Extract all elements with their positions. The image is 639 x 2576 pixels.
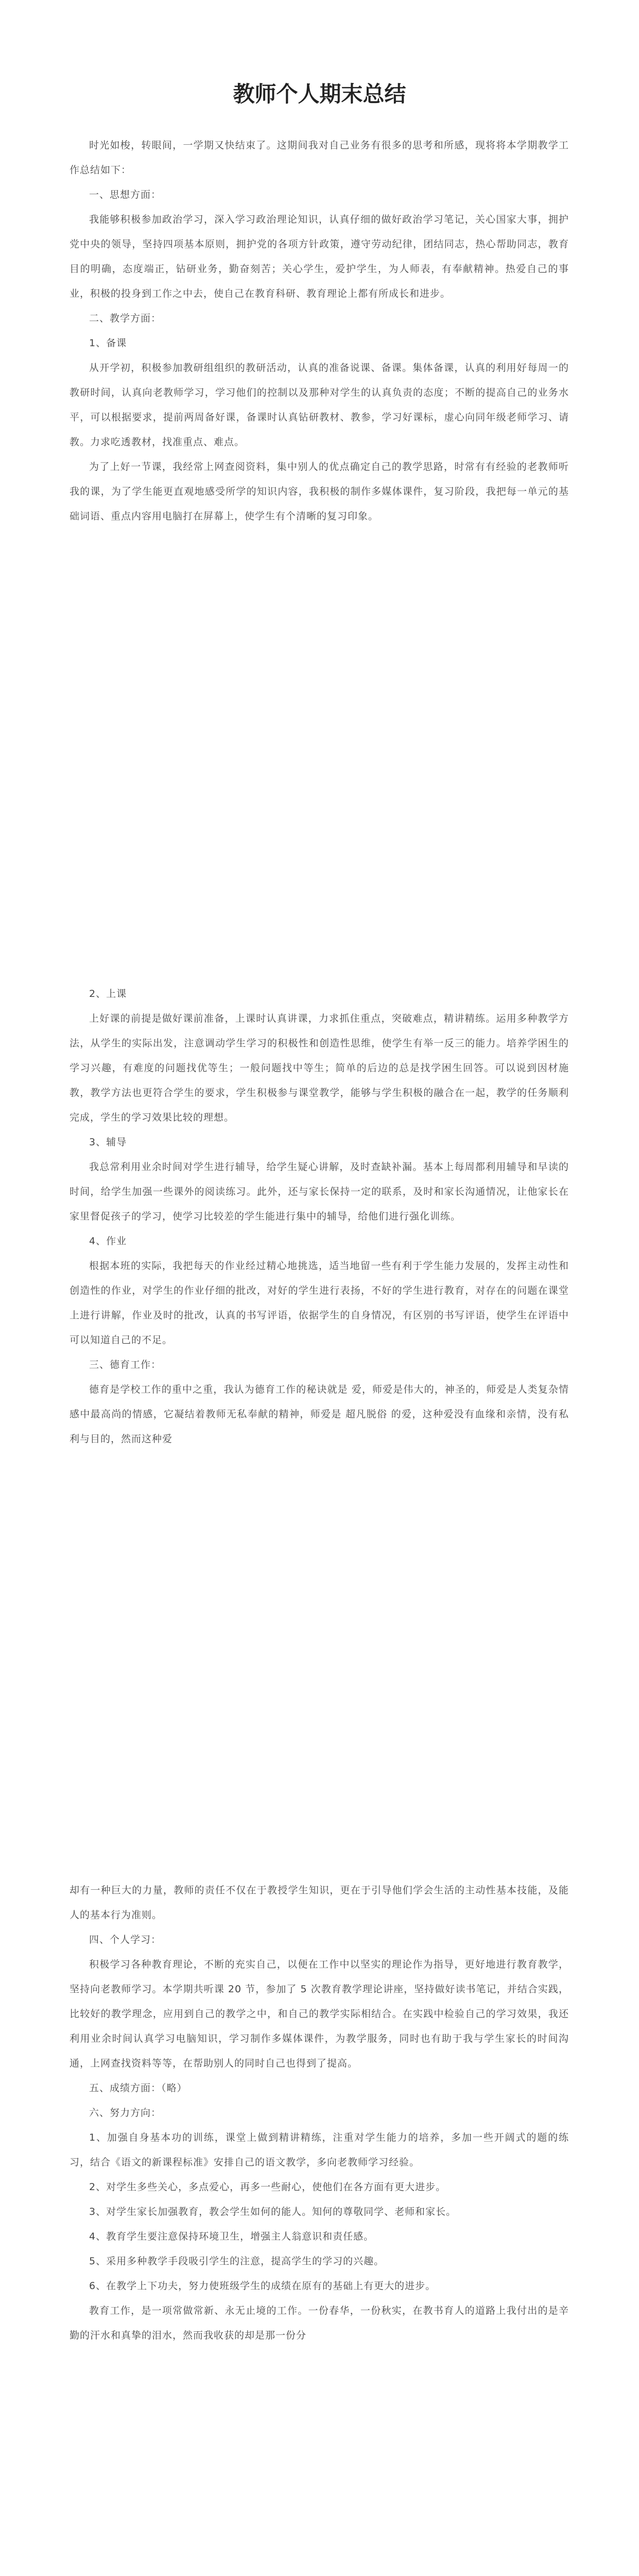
thought-paragraph: 我能够积极参加政治学习，深入学习政治理论知识，认真仔细的做好政治学习笔记，关心国家大事，拥护党中央的领导，坚持四项基本原则，拥护党的各项方针政策，遵守劳动纪律，团结同志，热心帮助同志，教育目的明确，态度端正，钻研业务，勤奋刻苦；关心学生，爱护学生，为人师表，有奉献精神。热爱自己的事业，积极的投身到工作之中去，使自己在教育科研、教育理论上都有所成长和进步。: [70, 214, 569, 299]
moral-paragraph-continued: 却有一种巨大的力量，教师的责任不仅在于教授学生知识，更在于引导他们学会生活的主动性基本技能，及能人的基本行为准则。: [70, 1885, 569, 1921]
section-heading-thought: 一、思想方面：: [89, 189, 162, 200]
subheading-homework: 4、作业: [89, 1235, 127, 1247]
page2-body: [70, 981, 569, 1451]
subheading-class: 2、上课: [89, 988, 127, 999]
goal-item-2: 2、对学生多些关心，多点爱心，再多一些耐心，使他们在各方面有更大进步。: [89, 2181, 446, 2193]
homework-paragraph: 根据本班的实际，我把每天的作业经过精心地挑选，适当地留一些有利于学生能力发展的，发挥主动性和创造性的作业，对学生的作业仔细的批改，对好的学生进行表扬，不好的学生进行教育，对存在的问题在课堂上进行讲解，作业及时的批改，认真的书写评语，依据学生的自身情况，有区别的书写评语，使学生在评语中可以知道自己的不足。: [70, 1260, 569, 1346]
tutoring-paragraph: 我总常利用业余时间对学生进行辅导，给学生疑心讲解，及时查缺补漏。基本上每周都利用辅导和早读的时间，给学生加强一些课外的阅读练习。此外，还与家长保持一定的联系，及时和家长沟通情况，让他家长在家里督促孩子的学习，使学习比较差的学生能进行集中的辅导，给他们进行强化训练。: [70, 1161, 569, 1222]
section-heading-results: 五、成绩方面：（略）: [89, 2082, 187, 2094]
section-heading-moral: 三、德育工作：: [89, 1359, 162, 1370]
lesson-prep-paragraph: 从开学初，积极参加教研组组织的教研活动，认真的准备说课、备课。集体备课，认真的利用好每周一的教研时间，认真向老教师学习，学习他们的控制以及那种对学生的认真负责的态度；不断的提高自己的业务水平，可以根据要求，提前两周备好课，备课时认真钻研教材、教参，学习好课标，虚心向同年级老师学习、请教。力求吃透教材，找准重点、难点。: [70, 362, 569, 448]
goal-item-4: 4、教育学生要注意保持环境卫生，增强主人翁意识和责任感。: [89, 2231, 374, 2242]
page3-body: [70, 1878, 569, 2348]
page-title: 教师个人期末总结: [233, 81, 406, 107]
subheading-tutoring: 3、辅导: [89, 1137, 127, 1148]
page1-body: [70, 133, 569, 529]
goal-item-5: 5、采用多种教学手段吸引学生的注意，提高学生的学习的兴趣。: [89, 2256, 385, 2267]
goal-item-1: 1、加强自身基本功的训练，课堂上做到精讲精练，注重对学生能力的培养，多加一些开阔式的题的练习，结合《语文的新课程标准》安排自己的语文教学，多向老教师学习经验。: [70, 2132, 569, 2168]
class-paragraph: 上好课的前提是做好课前准备，上课时认真讲课，力求抓住重点，突破难点，精讲精练。运用多种教学方法，从学生的实际出发，注意调动学生学习的积极性和创造性思维，使学生有举一反三的能力。培养学困生的学习兴趣，有难度的问题找优等生；一般问题找中等生；简单的后边的总是找学困生回答。可以说到因材施教，教学方法也更符合学生的要求，学生积极参与课堂教学，能够与学生积极的融合在一起，教学的任务顺利完成，学生的学习效果比较的理想。: [70, 1013, 569, 1123]
section-heading-study: 四、个人学习：: [89, 1934, 162, 1945]
closing-paragraph: 教育工作，是一项常做常新、永无止境的工作。一份春华，一份秋实，在教书育人的道路上我付出的是辛勤的汗水和真挚的泪水，然而我收获的却是那一份分: [70, 2305, 569, 2341]
lesson-prep-paragraph-2: 为了上好一节课，我经常上网查阅资料，集中别人的优点确定自己的教学思路，时常有有经验的老教师听我的课，为了学生能更直观地感受所学的知识内容，我积极的制作多媒体课件，复习阶段，我把每一单元的基础词语、重点内容用电脑打在屏幕上，使学生有个清晰的复习印象。: [70, 461, 569, 522]
moral-paragraph: 德育是学校工作的重中之重，我认为德育工作的秘诀就是 爱，师爱是伟大的，神圣的，师爱是人类复杂情感中最高尚的情感，它凝结着教师无私奉献的精神，师爱是 超凡脱俗 的爱，这种爱没有血缘和亲情，没有私利与目的，然而这种爱: [70, 1384, 569, 1445]
intro-paragraph: 时光如梭，转眼间，一学期又快结束了。这期间我对自己业务有很多的思考和所感，现将将本学期教学工作总结如下：: [70, 140, 569, 176]
section-heading-teaching: 二、教学方面：: [89, 313, 162, 324]
section-heading-goals: 六、努力方向：: [89, 2107, 162, 2119]
subheading-lesson-prep: 1、备课: [89, 337, 127, 349]
study-paragraph: 积极学习各种教育理论，不断的充实自己，以便在工作中以坚实的理论作为指导，更好地进行教育教学，坚持向老教师学习。本学期共听课 20 节，参加了 5 次教育教学理论讲座，坚持做好读书笔记，并结合实践，比较好的教学理念，应用到自己的教学之中，和自己的教学实际相结合。在实践中检验自己的学习效果，我还利用业余时间认真学习电脑知识，学习制作多媒体课件，为教学服务，同时也有助于我与学生家长的时间沟通，上网查找资料等等，在帮助别人的同时自己也得到了提高。: [70, 1959, 569, 2069]
goal-item-6: 6、在教学上下功夫，努力使班级学生的成绩在原有的基础上有更大的进步。: [89, 2280, 436, 2292]
goal-item-3: 3、对学生家长加强教育，教会学生如何的能人。知何的尊敬同学、老师和家长。: [89, 2206, 457, 2217]
